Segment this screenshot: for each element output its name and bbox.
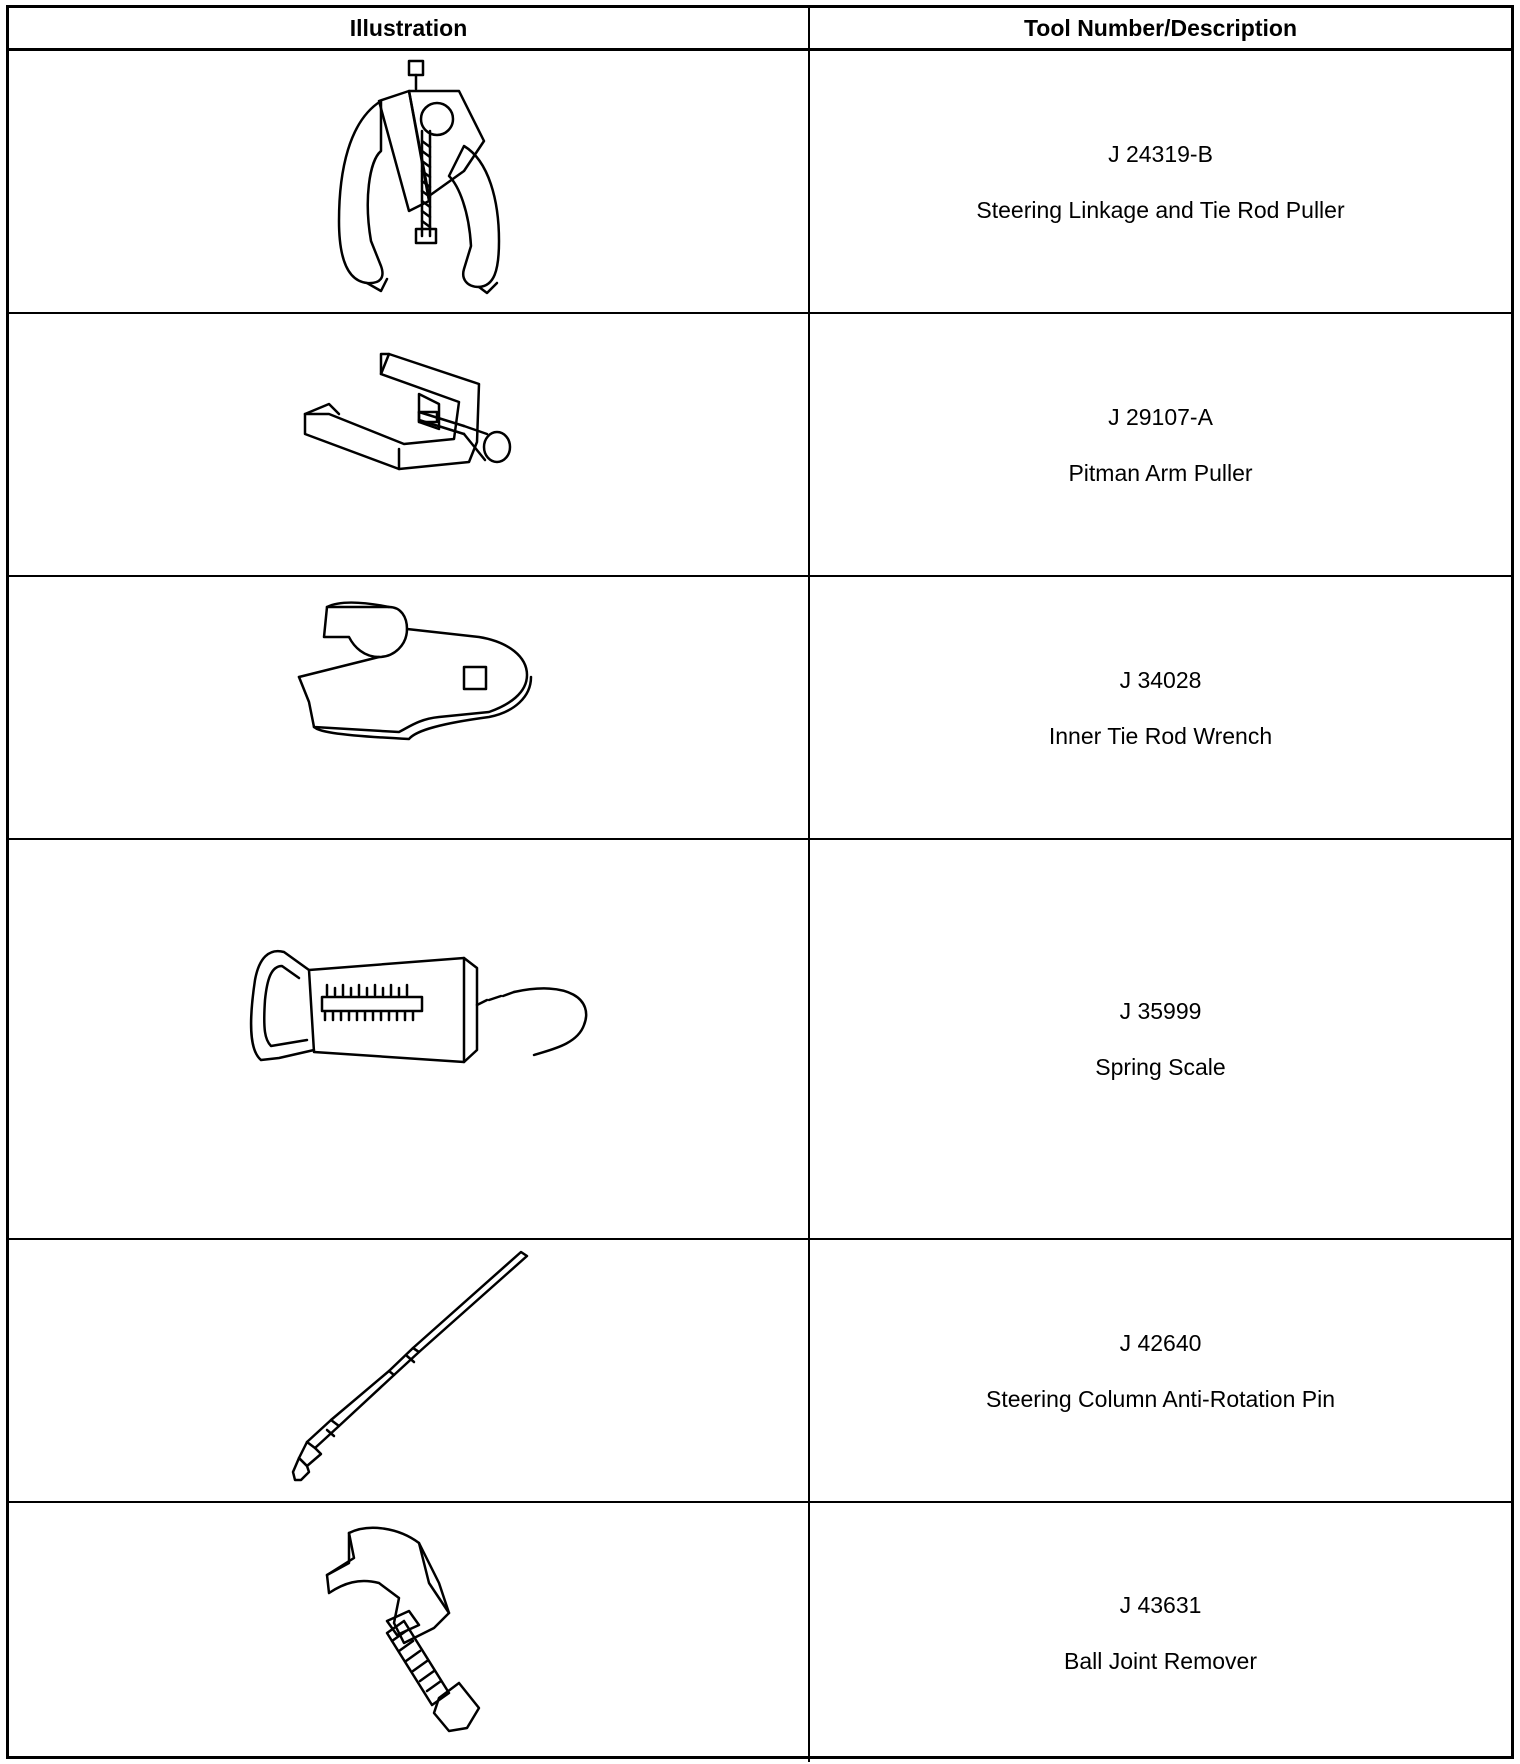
table-row	[9, 51, 1511, 314]
illustration-cell	[9, 840, 810, 1238]
tool-number: J 34028	[1119, 666, 1202, 693]
illustration-column-header: Illustration	[9, 8, 810, 48]
tool-description-cell	[810, 51, 1511, 312]
table-header	[9, 8, 1511, 51]
illustration-cell	[9, 1240, 810, 1501]
illustration-cell	[9, 1503, 810, 1762]
ball-joint-remover-icon	[9, 1503, 810, 1760]
tool-description-cell	[810, 1240, 1511, 1501]
tool-number: J 42640	[1119, 1329, 1202, 1356]
table-row	[9, 577, 1511, 840]
tool-description-cell	[810, 314, 1511, 575]
tie-rod-puller-icon	[9, 51, 810, 312]
illustration-cell	[9, 577, 810, 838]
tool-description-cell	[810, 577, 1511, 838]
tool-number: J 29107-A	[1108, 403, 1213, 430]
tool-number: J 43631	[1119, 1591, 1202, 1618]
tool-description: Inner Tie Rod Wrench	[1048, 722, 1273, 749]
spring-scale-icon	[9, 840, 810, 1238]
table-row	[9, 840, 1511, 1240]
tool-description-cell	[810, 1503, 1511, 1762]
table-row	[9, 1240, 1511, 1503]
tool-description: Ball Joint Remover	[1063, 1647, 1258, 1674]
pitman-arm-puller-icon	[9, 314, 810, 575]
description-column-header: Tool Number/Description	[1023, 14, 1298, 41]
tool-description-cell	[810, 840, 1511, 1238]
illustration-cell	[9, 51, 810, 312]
tool-description: Pitman Arm Puller	[1068, 459, 1253, 486]
tool-description: Spring Scale	[1095, 1054, 1226, 1080]
illustration-cell	[9, 314, 810, 575]
tool-number: J 24319-B	[1108, 140, 1213, 167]
tool-table	[6, 5, 1514, 1759]
anti-rotation-pin-icon	[9, 1240, 810, 1501]
tool-description: Steering Column Anti-Rotation Pin	[985, 1385, 1336, 1412]
table-row	[9, 314, 1511, 577]
tool-description: Steering Linkage and Tie Rod Puller	[976, 196, 1345, 223]
tie-rod-wrench-icon	[9, 577, 810, 838]
table-row	[9, 1503, 1511, 1762]
tool-number: J 35999	[1119, 998, 1202, 1024]
